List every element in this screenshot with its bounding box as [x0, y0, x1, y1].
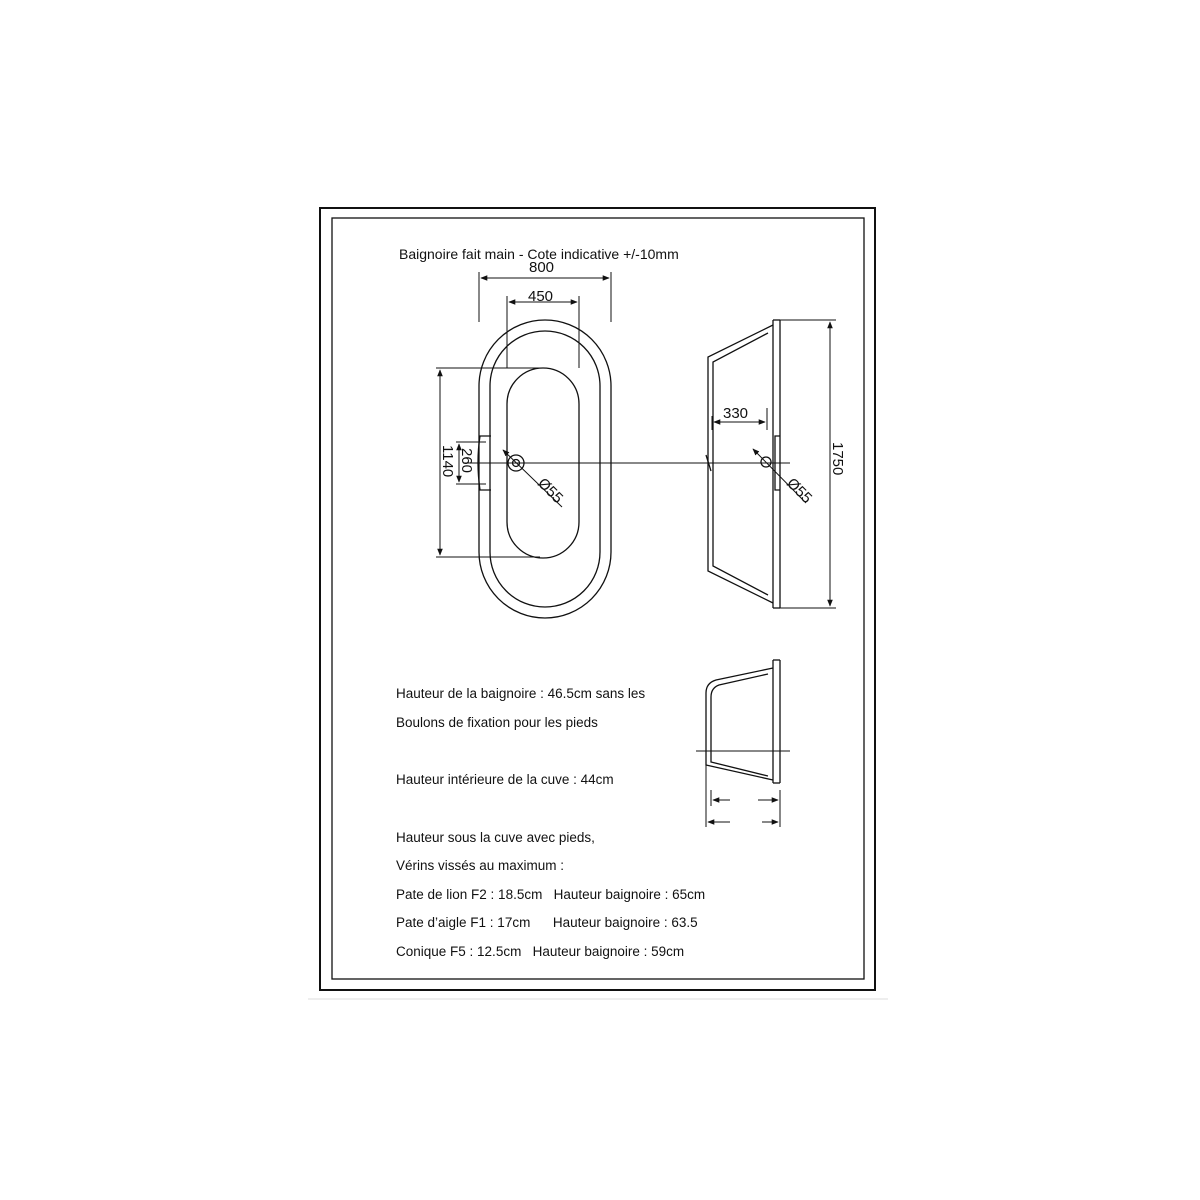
- end-view: [696, 660, 790, 827]
- notes-block: [396, 686, 705, 959]
- note-line: Vérins vissés au maximum :: [396, 858, 565, 873]
- dimension-width-inner: [507, 296, 579, 368]
- drain-diameter-side-label: Ø55: [783, 474, 816, 507]
- note-line: Conique F5 : 12.5cm Hauteur baignoire : 59cm: [396, 944, 685, 959]
- note-line: Boulons de fixation pour les pieds: [396, 715, 598, 730]
- top-view: [463, 320, 790, 618]
- dimension-length-total-label: 1750: [829, 442, 846, 476]
- note-line: Hauteur sous la cuve avec pieds,: [396, 830, 595, 845]
- note-line: Hauteur intérieure de la cuve : 44cm: [396, 772, 614, 787]
- dimension-drain-offset-label: 260: [458, 448, 475, 474]
- dimension-width-inner-label: 450: [528, 288, 554, 305]
- drawing-title: Baignoire fait main - Cote indicative +/-10mm: [399, 246, 679, 262]
- dimension-length-total: [780, 320, 836, 608]
- dimension-width-outer-label: 800: [529, 259, 555, 276]
- side-inner-profile: [713, 333, 768, 595]
- drain-diameter-top-label: Ø55: [534, 474, 567, 507]
- tub-outer-outline: [479, 320, 611, 618]
- note-line: Pate d’aigle F1 : 17cm Hauteur baignoire : 63.5: [396, 915, 698, 930]
- side-view: [706, 320, 806, 608]
- dimension-length-inner-label: 1140: [439, 445, 456, 478]
- note-line: Pate de lion F2 : 18.5cm Hauteur baignoire : 65cm: [396, 887, 706, 902]
- end-view-inner-profile: [711, 674, 768, 776]
- note-line: Hauteur de la baignoire : 46.5cm sans les: [396, 686, 646, 701]
- side-outer-profile: [708, 325, 773, 603]
- dimension-side-depth-label: 330: [723, 405, 749, 422]
